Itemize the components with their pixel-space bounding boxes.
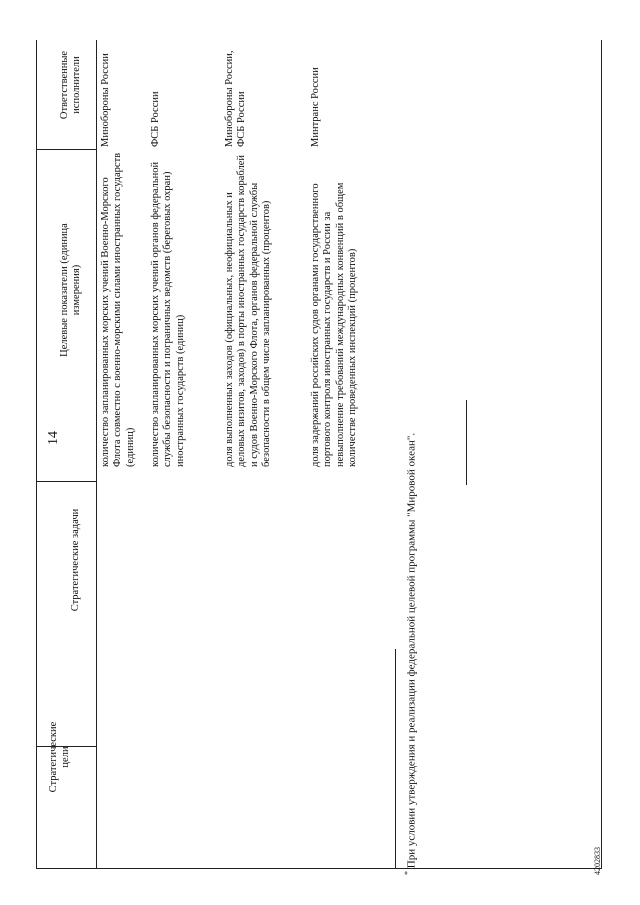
footnote-text: При условии утверждения и реализации федеральной целевой программы "Мировой океан". bbox=[405, 432, 418, 869]
header-strategic-tasks: Стратегические задачи bbox=[70, 508, 81, 612]
table-left-border bbox=[36, 868, 602, 869]
indicator-cell: количество запланированных морских учений органов федеральной службы безопасности и пограничных ведомств (береговых охран) иностранных государств (единиц) bbox=[150, 161, 186, 467]
end-separator-line bbox=[466, 400, 467, 485]
header-responsible-executors: Ответственные исполнители bbox=[59, 50, 82, 120]
indicator-cell: количество запланированных морских учений Военно-Морского Флота совместно с военно-морскими силами иностранных государств (единиц) bbox=[100, 152, 136, 467]
executor-cell: Минобороны России, ФСБ России bbox=[224, 50, 248, 147]
table-bottom-border bbox=[601, 40, 602, 869]
document-id: 4202833 bbox=[593, 847, 602, 875]
header-strategic-goals: Стратегические цели bbox=[48, 721, 71, 793]
indicator-cell: доля выполненных заходов (официальных, неофициальных и деловых визитов, заходов) в порты иностранных государств кораблей и судов Военно-Морского Флота, органов федеральной службы безопасности в общем числе запланированных (процентов) bbox=[224, 154, 272, 467]
header-bottom-border bbox=[96, 40, 97, 869]
column-divider-3 bbox=[36, 149, 97, 150]
executor-cell: ФСБ России bbox=[150, 91, 161, 147]
executor-cell: Минтранс России bbox=[310, 67, 321, 147]
footnote-marker: * bbox=[403, 871, 412, 875]
footnote bbox=[402, 275, 418, 875]
page-number: 14 bbox=[46, 431, 61, 445]
column-divider-2 bbox=[36, 481, 97, 482]
executor-cell: Минобороны России bbox=[100, 53, 111, 147]
footnote-rule bbox=[395, 649, 396, 869]
header-target-indicators: Целевые показатели (единица измерения) bbox=[59, 223, 82, 357]
indicator-cell: доля задержаний российских судов органами государственного портового контроля иностранных государств и России за невыполнение требований международных конвенций в общем количестве проведенных инспекций (процентов) bbox=[310, 182, 358, 467]
table-top-border bbox=[36, 40, 37, 869]
